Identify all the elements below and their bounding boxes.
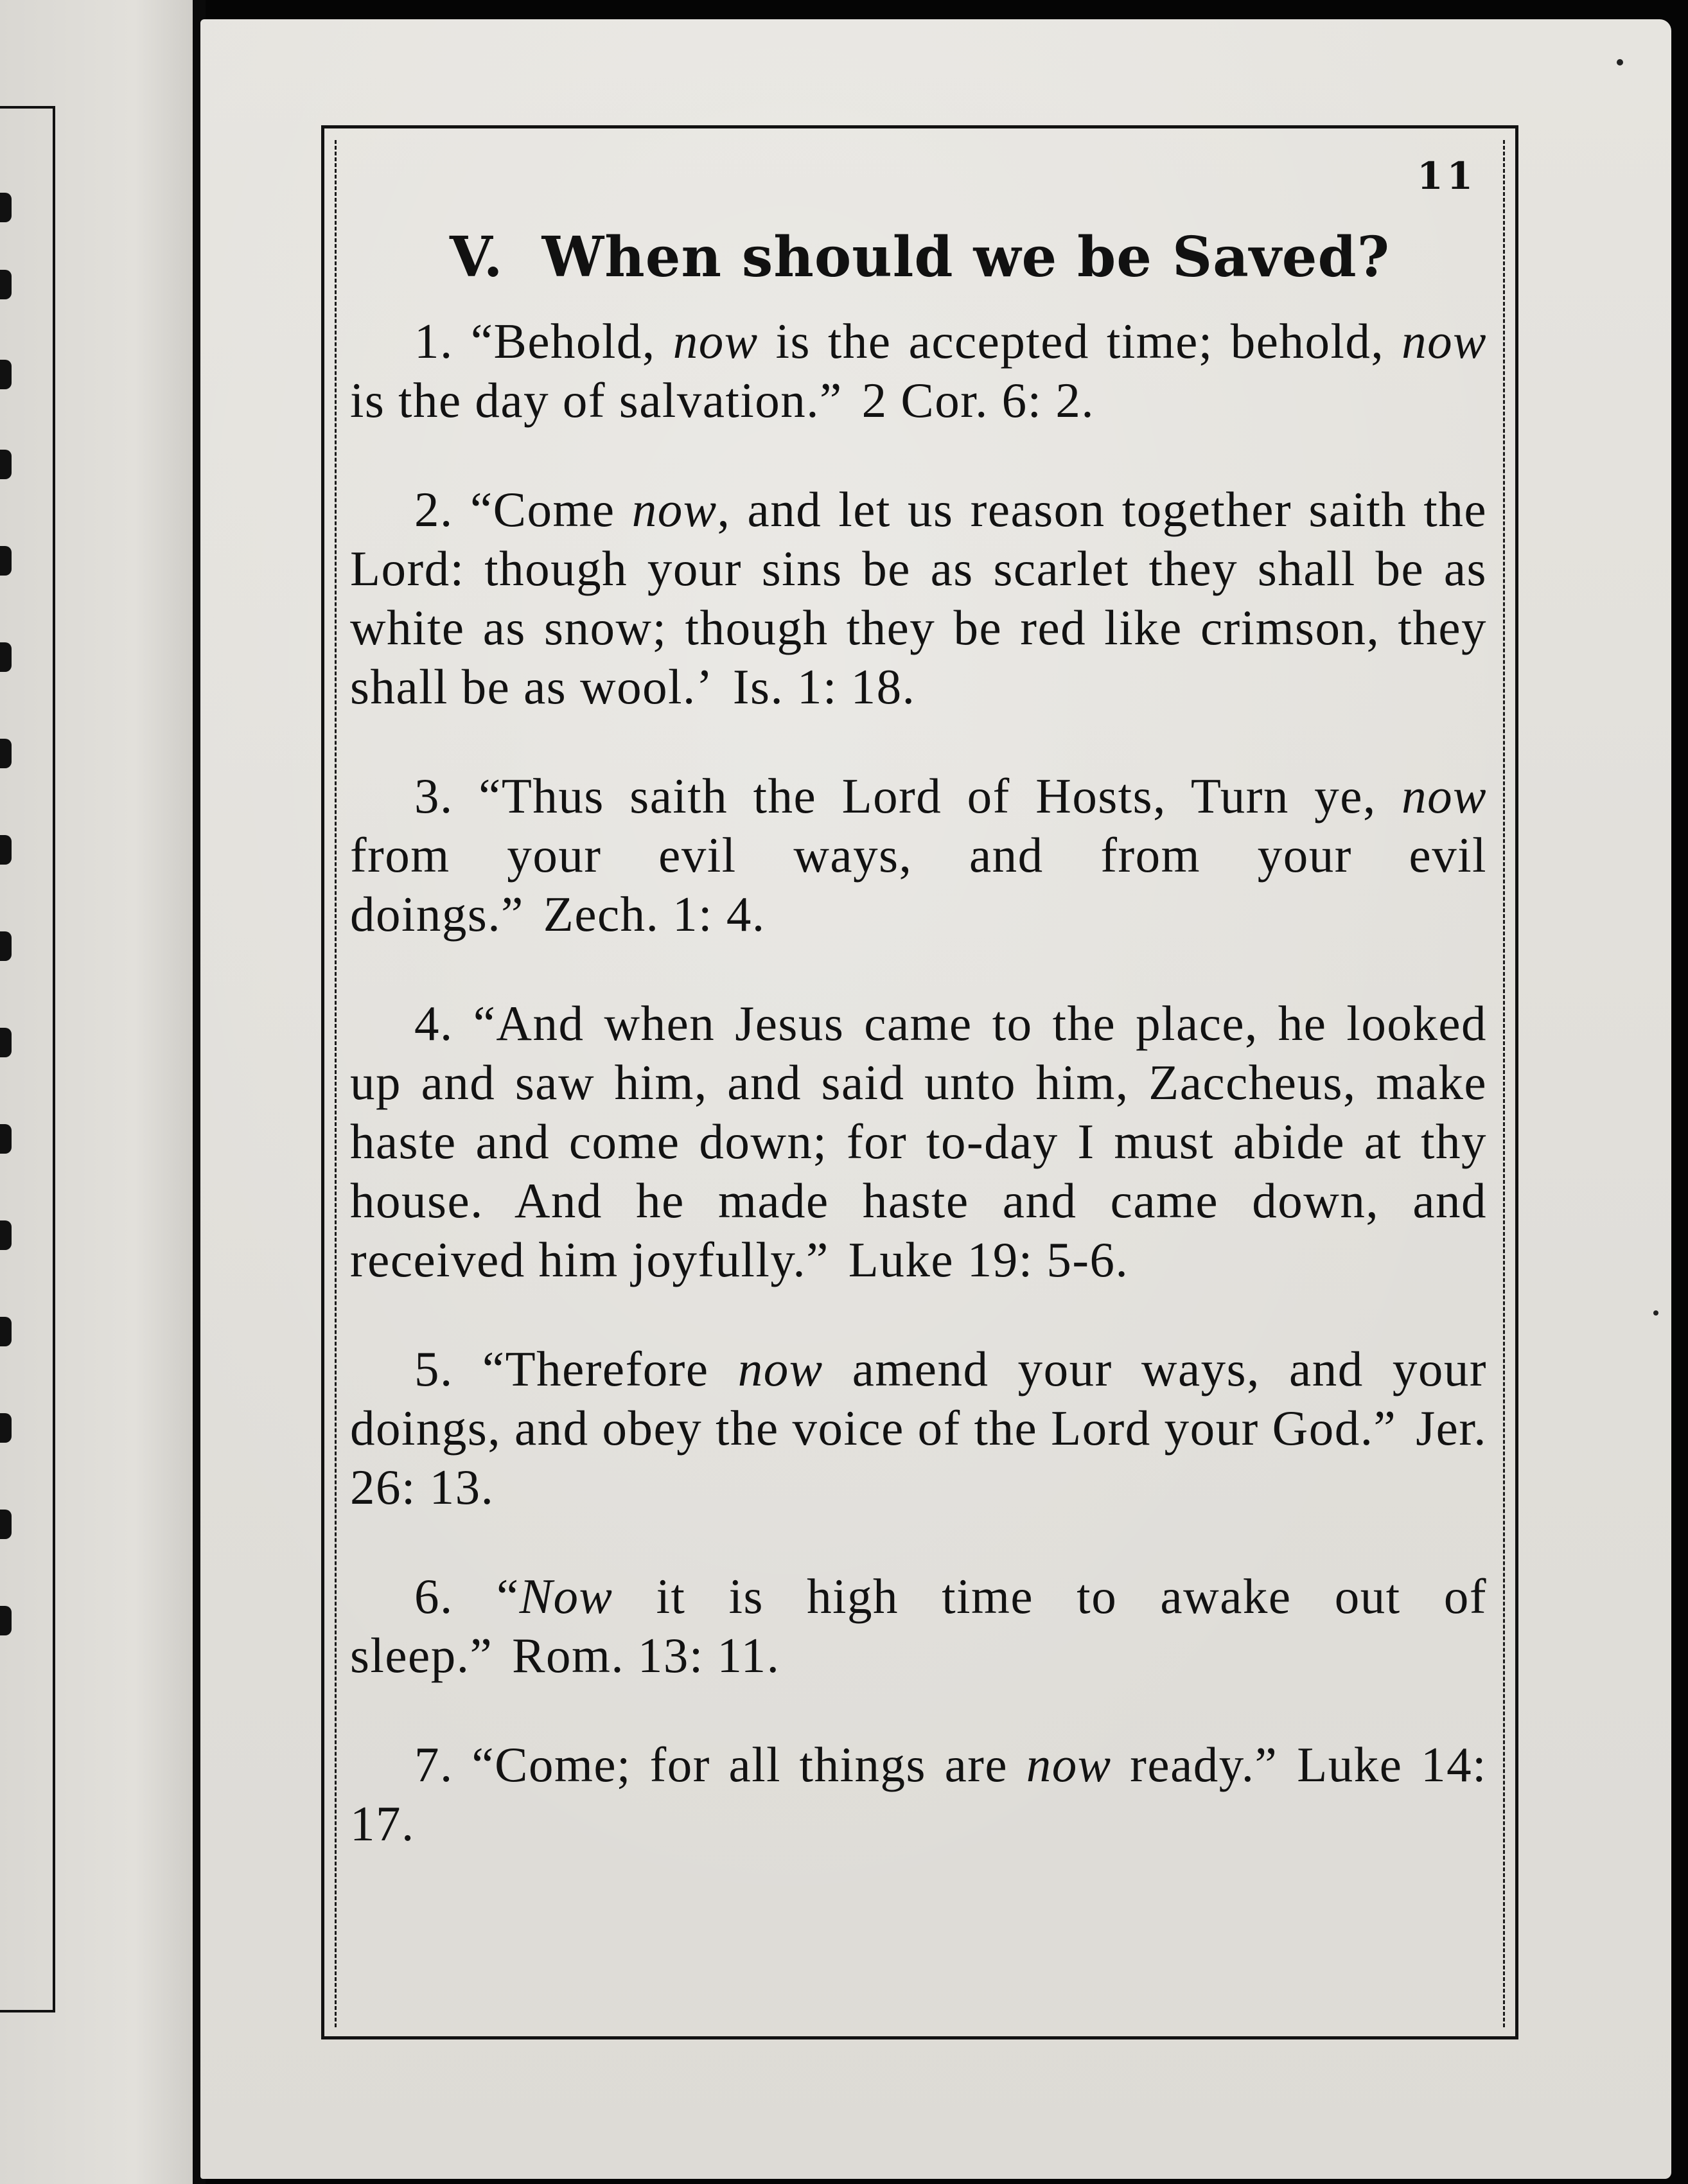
- verse-text: it is high time to awake out of sleep.”: [350, 1569, 1487, 1683]
- adjacent-page-text-fragment: [0, 1220, 12, 1250]
- adjacent-page-text-fragment: [0, 1124, 12, 1154]
- verse-reference: Rom. 13: 11.: [512, 1628, 780, 1683]
- verse-text: “: [496, 1569, 520, 1624]
- verse-emphasis: now: [673, 313, 759, 369]
- verse-emphasis: now: [631, 482, 717, 537]
- verse-emphasis: now: [737, 1341, 823, 1396]
- adjacent-page-text-fragment: [0, 931, 12, 961]
- verse-1: [350, 312, 1487, 430]
- verse-6: [350, 1567, 1487, 1685]
- adjacent-page-border: [0, 106, 55, 2012]
- verse-2: [350, 480, 1487, 716]
- verse-reference: Zech. 1: 4.: [543, 886, 766, 942]
- adjacent-page-text-fragment: [0, 450, 12, 479]
- adjacent-page-text-fragment: [0, 1317, 12, 1346]
- verse-emphasis: now: [1402, 768, 1487, 823]
- paper-speck: [1653, 1310, 1658, 1316]
- verse-5: [350, 1339, 1487, 1517]
- verse-emphasis: Now: [519, 1569, 613, 1624]
- verse-reference: Luke 19: 5-6.: [848, 1232, 1129, 1287]
- verse-reference: Jer. 26: 13.: [350, 1400, 1487, 1515]
- verse-text: , and let us reason together saith the Lord: though your sins be as scarlet they shall be as white as snow; though they be red like crimson, they shall be as wool.’: [350, 482, 1487, 714]
- verse-number: 7.: [414, 1737, 472, 1792]
- verse-number: 6.: [414, 1569, 497, 1624]
- verse-number: 1.: [414, 313, 471, 369]
- adjacent-page-text-fragment: [0, 1028, 12, 1057]
- section-heading: [324, 225, 1515, 290]
- adjacent-page-text-fragment: [0, 270, 12, 299]
- section-title: When should we be Saved?: [541, 225, 1391, 290]
- paper-speck: [1617, 59, 1623, 66]
- adjacent-page-text-fragment: [0, 360, 12, 389]
- adjacent-page-text-fragment: [0, 739, 12, 768]
- verse-text: ready.”: [1111, 1737, 1278, 1792]
- page-number: 11: [1417, 154, 1477, 198]
- verse-list: [350, 312, 1487, 1903]
- verse-3: [350, 766, 1487, 944]
- verse-number: 3.: [414, 768, 479, 823]
- verse-text: “Come: [470, 482, 632, 537]
- verse-number: 2.: [414, 482, 470, 537]
- verse-text: is the accepted time; behold,: [758, 313, 1402, 369]
- verse-emphasis: now: [1026, 1737, 1112, 1792]
- book-page: [200, 19, 1671, 2179]
- verse-text: “Therefore: [482, 1341, 738, 1396]
- verse-emphasis: now: [1402, 313, 1488, 369]
- adjacent-page-text-fragment: [0, 1413, 12, 1443]
- verse-text: “Behold,: [470, 313, 673, 369]
- section-number: V.: [449, 225, 504, 290]
- verse-reference: Luke 14: 17.: [350, 1737, 1487, 1851]
- adjacent-page-text-fragment: [0, 1606, 12, 1635]
- verse-text: “And when Jesus came to the place, he looked up and saw him, and said unto him, Zaccheus, make haste and come down; for to-day I must abide at thy house. And he made haste and came down, and received him joyfully.”: [350, 996, 1487, 1287]
- page-frame: [321, 125, 1518, 2039]
- verse-number: 4.: [414, 996, 473, 1051]
- adjacent-page-edge: [0, 0, 193, 2184]
- verse-text: “Come; for all things are: [471, 1737, 1026, 1792]
- adjacent-page-text-fragment: [0, 835, 12, 865]
- verse-text: amend your ways, and your doings, and obey the voice of the Lord your God.”: [350, 1341, 1487, 1456]
- verse-4: [350, 994, 1487, 1289]
- verse-7: [350, 1735, 1487, 1853]
- verse-number: 5.: [414, 1341, 482, 1396]
- verse-reference: 2 Cor. 6: 2.: [861, 373, 1095, 428]
- adjacent-page-text-fragment: [0, 193, 12, 222]
- verse-text: is the day of salvation.”: [350, 373, 843, 428]
- adjacent-page-text-fragment: [0, 1510, 12, 1539]
- adjacent-page-text-fragment: [0, 642, 12, 672]
- verse-text: from your evil ways, and from your evil doings.”: [350, 827, 1487, 942]
- verse-reference: Is. 1: 18.: [732, 659, 916, 714]
- verse-text: “Thus saith the Lord of Hosts, Turn ye,: [479, 768, 1402, 823]
- adjacent-page-text-fragment: [0, 546, 12, 576]
